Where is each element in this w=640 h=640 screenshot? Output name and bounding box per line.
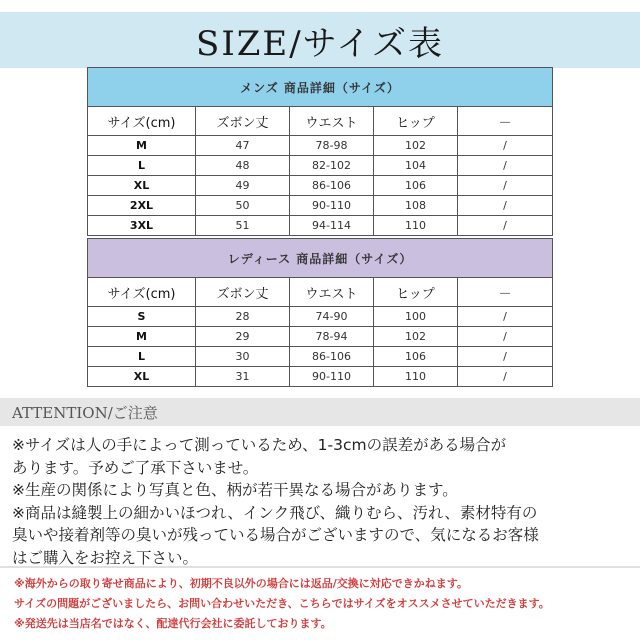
red-note-line: ※海外からの取り寄せ商品により、初期不良以外の場合には返品/交換に対応できかねます。	[14, 577, 468, 590]
col-size: サイズ(cm)	[88, 278, 196, 307]
other-value: /	[458, 367, 553, 387]
note-line: ※生産の関係により写真と色、柄が若干異なる場合があります。	[12, 481, 458, 499]
length-value: 30	[196, 347, 290, 367]
length-value: 48	[196, 156, 290, 176]
other-value: /	[458, 307, 553, 327]
other-value: /	[458, 347, 553, 367]
waist-value: 86-106	[290, 176, 374, 196]
note-line: ※サイズは人の手によって測っているため、1-3cmの誤差がある場合が	[12, 436, 507, 454]
hip-value: 110	[374, 367, 458, 387]
mens-size-table	[87, 67, 553, 236]
waist-value: 78-98	[290, 136, 374, 156]
length-value: 31	[196, 367, 290, 387]
waist-value: 94-114	[290, 216, 374, 236]
table-row	[88, 176, 553, 196]
other-value: /	[458, 176, 553, 196]
size-label: M	[88, 136, 196, 156]
col-size: サイズ(cm)	[88, 107, 196, 136]
hip-value: 102	[374, 136, 458, 156]
note-line: ※商品は縫製上の細かいほつれ、インク飛び、織りむら、汚れ、素材特有の	[12, 503, 538, 522]
other-value: /	[458, 327, 553, 347]
note-line: はご購入をお控え下さい。	[12, 548, 199, 567]
waist-value: 82-102	[290, 156, 374, 176]
length-value: 47	[196, 136, 290, 156]
red-note-line: ※発送先は当店名ではなく、配達代行会社に委託しております。	[14, 617, 332, 630]
table-row	[88, 136, 553, 156]
red-notice-section	[14, 574, 634, 634]
length-value: 29	[196, 327, 290, 347]
col-other: －	[458, 278, 553, 307]
ladies-size-table	[87, 238, 553, 387]
table-row	[88, 307, 553, 327]
waist-value: 86-106	[290, 347, 374, 367]
red-note-line: サイズの問題がございましたら、お問い合わせいただき、こちらではサイズをオススメさせていただきます。	[14, 597, 550, 610]
mens-table-header: メンズ 商品詳細（サイズ）	[88, 68, 553, 107]
col-length: ズボン丈	[196, 278, 290, 307]
col-length: ズボン丈	[196, 107, 290, 136]
table-row	[88, 367, 553, 387]
waist-value: 74-90	[290, 307, 374, 327]
hip-value: 110	[374, 216, 458, 236]
ladies-table-header: レディース 商品詳細（サイズ）	[88, 239, 553, 278]
note-line: 臭いや接着剤等の臭いが残っている場合がございますので、気になるお客様	[12, 526, 539, 544]
size-label: L	[88, 347, 196, 367]
length-value: 50	[196, 196, 290, 216]
waist-value: 90-110	[290, 367, 374, 387]
table-row	[88, 196, 553, 216]
col-hip: ヒップ	[374, 278, 458, 307]
length-value: 28	[196, 307, 290, 327]
size-label: XL	[88, 367, 196, 387]
table-row	[88, 156, 553, 176]
title-banner	[0, 12, 640, 68]
size-label: 3XL	[88, 216, 196, 236]
note-line: あります。予めご了承下さいませ。	[12, 458, 259, 477]
table-row	[88, 327, 553, 347]
hip-value: 100	[374, 307, 458, 327]
other-value: /	[458, 136, 553, 156]
other-value: /	[458, 196, 553, 216]
hip-value: 106	[374, 347, 458, 367]
length-value: 51	[196, 216, 290, 236]
size-label: XL	[88, 176, 196, 196]
page-title: SIZE/サイズ表	[196, 23, 444, 64]
waist-value: 78-94	[290, 327, 374, 347]
size-label: S	[88, 307, 196, 327]
length-value: 49	[196, 176, 290, 196]
hip-value: 108	[374, 196, 458, 216]
hip-value: 106	[374, 176, 458, 196]
col-waist: ウエスト	[290, 107, 374, 136]
other-value: /	[458, 156, 553, 176]
table-row	[88, 347, 553, 367]
notes-section	[12, 434, 632, 569]
table-row	[88, 216, 553, 236]
hip-value: 102	[374, 327, 458, 347]
size-label: 2XL	[88, 196, 196, 216]
size-label: M	[88, 327, 196, 347]
col-waist: ウエスト	[290, 278, 374, 307]
hip-value: 104	[374, 156, 458, 176]
attention-banner	[0, 398, 640, 426]
attention-title: ATTENTION/ご注意	[12, 403, 158, 422]
divider	[0, 566, 640, 568]
col-other: －	[458, 107, 553, 136]
size-label: L	[88, 156, 196, 176]
col-hip: ヒップ	[374, 107, 458, 136]
waist-value: 90-110	[290, 196, 374, 216]
other-value: /	[458, 216, 553, 236]
